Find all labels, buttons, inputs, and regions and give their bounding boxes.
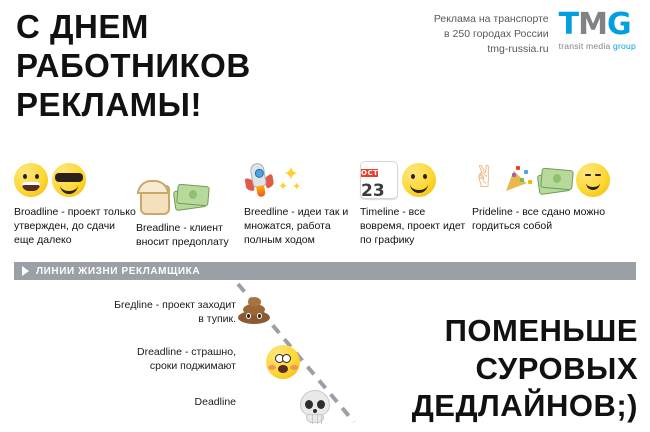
page-title bbox=[16, 8, 396, 125]
downturn-item-dreadline-caption: Dreadline - страшно, сроки поджимают bbox=[137, 346, 236, 373]
skull-emoji bbox=[300, 390, 330, 424]
tmg-logo[interactable] bbox=[558, 7, 636, 51]
logo-letter-t: T bbox=[558, 7, 579, 42]
party-popper-emoji bbox=[502, 164, 534, 196]
timeline-item-icons bbox=[472, 158, 622, 202]
smiling-face-emoji bbox=[402, 163, 436, 197]
promo-line-2: в 250 городах России bbox=[444, 28, 549, 41]
sunglasses-face-emoji bbox=[52, 163, 86, 197]
footer-line-1: ПОМЕНЬШЕ bbox=[444, 313, 638, 349]
logo-letter-g: G bbox=[606, 7, 631, 42]
promo-website[interactable]: tmg-russia.ru bbox=[487, 43, 549, 56]
money-emoji bbox=[174, 183, 208, 209]
headline-line-1: С ДНЕМ bbox=[16, 8, 149, 45]
timeline-item-breadline bbox=[136, 158, 244, 250]
timeline-divider-bar bbox=[14, 262, 636, 280]
promo-text bbox=[434, 10, 549, 58]
logo-wordmark bbox=[558, 7, 636, 42]
sparkles-emoji: ✦ ✦ ✦ bbox=[278, 163, 302, 193]
money-emoji bbox=[538, 167, 572, 193]
footer-headline bbox=[412, 312, 638, 424]
timeline-item-caption: Breedline - идеи так и множатся, работа полным ходом bbox=[244, 206, 349, 246]
victory-hand-emoji: ✌ bbox=[472, 160, 498, 195]
timeline-item-icons bbox=[136, 174, 244, 218]
brand-block bbox=[433, 7, 636, 58]
timeline-item-caption: Timeline - все вовремя, проект идет по графику bbox=[360, 206, 466, 246]
timeline-bar-label: ЛИНИИ ЖИЗНИ РЕКЛАМЩИКА bbox=[36, 265, 201, 277]
timeline-items-row bbox=[14, 158, 638, 250]
timeline-item-caption: Prideline - все сдано можно гордиться собой bbox=[472, 206, 606, 232]
timeline-item-caption: Broadline - проект только утвержден, до сдачи еще далеко bbox=[14, 206, 136, 246]
flushed-face-emoji bbox=[266, 345, 300, 384]
grinning-face-emoji bbox=[14, 163, 48, 197]
timeline-item-broadline bbox=[14, 158, 136, 248]
downturn-item-breadline-caption: Бreдline - проект заходит в тупик. bbox=[114, 299, 236, 326]
promo-line-1: Реклама на транспорте bbox=[433, 13, 549, 25]
bread-emoji bbox=[136, 180, 170, 212]
timeline-item-icons bbox=[244, 158, 360, 202]
timeline-item-breedline bbox=[244, 158, 360, 248]
headline-line-3: РЕКЛАМЫ! bbox=[16, 85, 202, 123]
timeline-item-icons bbox=[14, 158, 136, 202]
timeline-item-prideline bbox=[472, 158, 622, 234]
logo-tagline-part-2: group bbox=[613, 41, 636, 51]
footer-line-3: ДЕДЛАЙНОВ;) bbox=[411, 387, 638, 423]
pile-of-poo-emoji bbox=[238, 296, 270, 324]
calendar-emoji bbox=[360, 161, 398, 199]
timeline-item-icons bbox=[360, 158, 472, 202]
relieved-face-emoji bbox=[576, 163, 610, 197]
logo-letter-m: M bbox=[578, 7, 607, 42]
headline-line-2: РАБОТНИКОВ bbox=[16, 46, 251, 84]
logo-tagline bbox=[559, 42, 636, 51]
timeline-item-caption: Breadline - клиент вносит предоплату bbox=[136, 222, 229, 248]
rocket-emoji bbox=[241, 161, 276, 200]
play-triangle-icon bbox=[22, 266, 29, 276]
calendar-day: 23 bbox=[361, 181, 385, 199]
logo-tagline-part-1: transit media bbox=[558, 41, 614, 51]
footer-line-2: СУРОВЫХ bbox=[475, 350, 638, 386]
downturn-item-deadline-caption: Deadline bbox=[194, 396, 236, 408]
timeline-item-timeline bbox=[360, 158, 472, 248]
calendar-month: OCT bbox=[361, 169, 379, 177]
